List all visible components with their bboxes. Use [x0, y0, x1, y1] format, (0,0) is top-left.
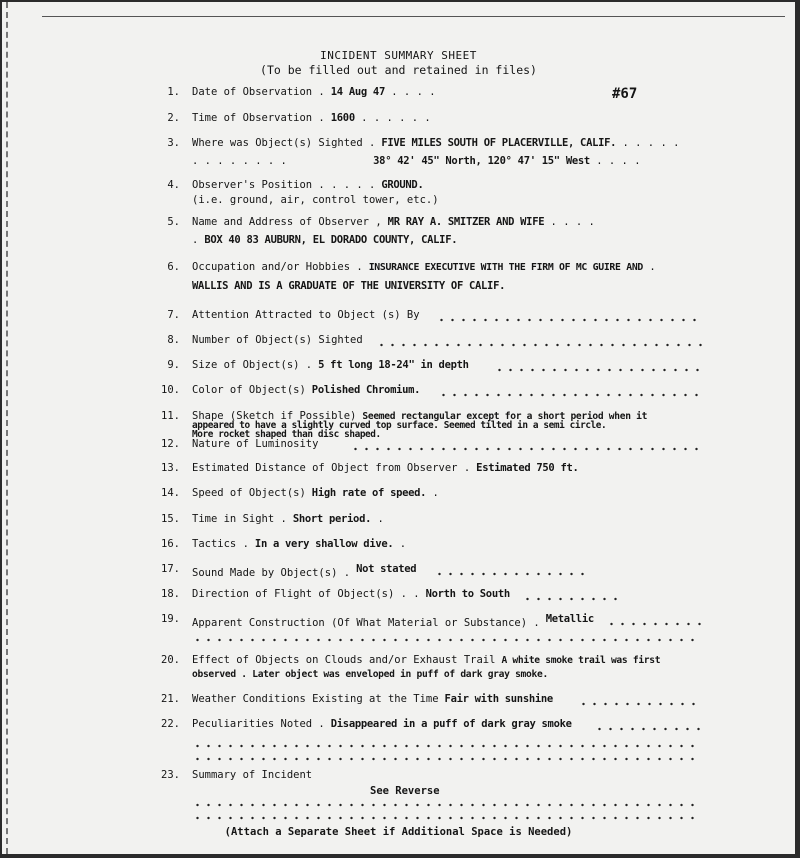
- field-label: Where was Object(s) Sighted: [192, 137, 363, 149]
- field-label: Name and Address of Observer: [192, 216, 370, 228]
- field-label: Effect of Objects on Clouds and/or Exhaust Trail: [192, 654, 496, 666]
- field-effect-on-clouds-line2: observed . Later object was enveloped in puff of dark gray smoke.: [192, 669, 548, 680]
- leader-dots: [578, 702, 702, 706]
- leader-dots: [434, 572, 584, 576]
- field-answer: 14 Aug 47: [330, 86, 385, 98]
- field-name-address: 5. Name and Address of Observer , MR RAY A. SMITZER AND WIFE . . . .: [2, 216, 795, 232]
- leader-dots: [192, 744, 702, 748]
- item-number: 14.: [161, 487, 180, 499]
- item-number: 16.: [161, 538, 180, 550]
- item-number: 21.: [161, 693, 180, 705]
- field-label: Observer's Position: [192, 179, 313, 191]
- field-answer: Fair with sunshine: [444, 693, 553, 705]
- field-weather-conditions: [2, 693, 795, 709]
- leader-dots: [438, 393, 702, 397]
- field-attention-attracted: [2, 309, 795, 325]
- field-size-of-objects: 9. Size of Object(s) . 5 ft long 18-24" in depth: [2, 359, 795, 375]
- leader-dots: [594, 727, 702, 731]
- field-label: Peculiarities Noted: [192, 718, 313, 730]
- field-shape-line2: appeared to have a slightly curved top surface. Seemed tilted in a semi circle.: [192, 420, 607, 431]
- item-number: 12.: [161, 438, 180, 450]
- item-number: 13.: [161, 462, 180, 474]
- field-answer: North to South: [425, 588, 510, 600]
- field-answer: High rate of speed.: [311, 487, 427, 499]
- field-sound: 17. Sound Made by Object(s) . Not stated: [2, 563, 795, 579]
- field-occupation-line2: [192, 280, 505, 292]
- top-rule: [42, 16, 785, 17]
- item-number: 8.: [167, 334, 180, 346]
- field-label: Sound Made by Object(s): [192, 567, 338, 579]
- item-number: 11.: [161, 410, 180, 422]
- field-where-sighted: 3. Where was Object(s) Sighted . FIVE MILES SOUTH OF PLACERVILLE, CALIF. . . . . .: [2, 137, 795, 153]
- item-number: 17.: [161, 563, 180, 575]
- leader-dots: [192, 638, 702, 642]
- field-observer-position: 4. Observer's Position . . . . . GROUND.: [2, 179, 795, 195]
- reference-number: #67: [612, 86, 638, 102]
- field-date-of-observation: 1. Date of Observation . 14 Aug 47 . . . .: [2, 86, 795, 102]
- attach-note: (Attach a Separate Sheet if Additional Space is Needed): [224, 826, 573, 838]
- field-shape-line3: More rocket shaped than disc shaped.: [192, 429, 381, 440]
- field-answer: MR RAY A. SMITZER AND WIFE: [387, 216, 545, 228]
- field-answer: Disappeared in a puff of dark gray smoke: [330, 718, 572, 730]
- field-label: Date of Observation: [192, 86, 313, 98]
- field-answer: Short period.: [292, 513, 372, 525]
- field-answer: 1600: [330, 112, 355, 124]
- field-label: Occupation and/or Hobbies: [192, 261, 351, 273]
- item-number: 3.: [167, 137, 180, 149]
- field-label: Time in Sight: [192, 513, 275, 525]
- field-answer: INSURANCE EXECUTIVE WITH THE FIRM OF MC GUIRE AND: [368, 262, 644, 273]
- field-label: Direction of Flight of Object(s): [192, 588, 395, 600]
- field-tactics: 16. Tactics . In a very shallow dive. .: [2, 538, 795, 554]
- field-answer: 5 ft long 18-24" in depth: [318, 359, 469, 371]
- field-answer: Metallic: [545, 613, 594, 625]
- field-observer-position-hint: (i.e. ground, air, control tower, etc.): [192, 194, 439, 206]
- field-time-of-observation: 2. Time of Observation . 1600 . . . . . .: [2, 112, 795, 128]
- field-peculiarities: 22. Peculiarities Noted . Disappeared in a puff of dark gray smoke: [2, 718, 795, 734]
- field-label: Time of Observation: [192, 112, 313, 124]
- leader-dots: [376, 343, 702, 347]
- field-answer-line2: WALLIS AND IS A GRADUATE OF THE UNIVERSITY OF CALIF.: [192, 280, 506, 292]
- item-number: 22.: [161, 718, 180, 730]
- leader-dots: [192, 803, 702, 807]
- item-number: 10.: [161, 384, 180, 396]
- field-label: Attention Attracted to Object (s) By: [192, 309, 420, 321]
- leader-dots: [522, 597, 622, 601]
- field-number-of-objects: [2, 334, 795, 350]
- field-label: Speed of Object(s): [192, 487, 306, 499]
- field-answer: Polished Chromium.: [311, 384, 421, 396]
- item-number: 4.: [167, 179, 180, 191]
- item-number: 7.: [167, 309, 180, 321]
- field-occupation: 6. Occupation and/or Hobbies . INSURANCE EXECUTIVE WITH THE FIRM OF MC GUIRE AND .: [2, 261, 795, 277]
- field-direction-of-flight: 18. Direction of Flight of Object(s) . . North to South: [2, 588, 795, 604]
- field-label: Size of Object(s): [192, 359, 300, 371]
- item-number: 18.: [161, 588, 180, 600]
- field-label: Number of Object(s) Sighted: [192, 334, 363, 346]
- item-number: 23.: [161, 769, 180, 781]
- sheet-subtitle: (To be filled out and retained in files): [260, 63, 537, 77]
- item-number: 20.: [161, 654, 180, 666]
- field-answer-line2: BOX 40 83 AUBURN, EL DORADO COUNTY, CALIF.: [204, 234, 458, 246]
- field-answer-line2: 38° 42' 45" North, 120° 47' 15" West: [373, 155, 590, 167]
- item-number: 5.: [167, 216, 180, 228]
- field-label: Shape (Sketch if Possible): [192, 410, 357, 422]
- field-label: Color of Object(s): [192, 384, 306, 396]
- field-color-of-objects: [2, 384, 795, 400]
- field-answer: In a very shallow dive.: [254, 538, 394, 550]
- field-where-sighted-line2: . . . . . . . . 38° 42' 45" North, 120° 47' 15" West . . . .: [192, 155, 641, 167]
- item-number: 9.: [167, 359, 180, 371]
- item-number: 6.: [167, 261, 180, 273]
- field-effect-on-clouds: [2, 654, 795, 670]
- field-label: Nature of Luminosity: [192, 438, 319, 450]
- leader-dots: [192, 757, 702, 761]
- leader-dots: [192, 816, 702, 820]
- leader-dots: [350, 447, 702, 451]
- field-answer: Estimated 750 ft.: [476, 462, 579, 474]
- item-number: 1.: [167, 86, 180, 98]
- leader-dots: [494, 368, 702, 372]
- leader-dots: [436, 318, 702, 322]
- field-summary-answer: See Reverse: [370, 785, 440, 797]
- field-label: Estimated Distance of Object from Observer: [192, 462, 458, 474]
- item-number: 19.: [161, 613, 180, 625]
- leader-dots: [606, 622, 702, 626]
- field-label: Apparent Construction (Of What Material or Substance): [192, 617, 528, 629]
- field-summary: [2, 769, 795, 785]
- item-number: 15.: [161, 513, 180, 525]
- field-label: Weather Conditions Existing at the Time: [192, 693, 439, 705]
- field-answer: FIVE MILES SOUTH OF PLACERVILLE, CALIF.: [381, 137, 617, 149]
- field-speed: 14. Speed of Object(s) High rate of speed. .: [2, 487, 795, 503]
- field-answer: Not stated: [356, 563, 417, 575]
- field-label: Summary of Incident: [192, 769, 313, 781]
- field-label: Tactics: [192, 538, 237, 550]
- field-name-address-line2: . BOX 40 83 AUBURN, EL DORADO COUNTY, CALIF.: [192, 234, 458, 246]
- field-luminosity: [2, 438, 795, 454]
- field-answer: Seemed rectangular except for a short period when it: [362, 411, 648, 422]
- field-estimated-distance: 13. Estimated Distance of Object from Observer . Estimated 750 ft.: [2, 462, 795, 478]
- incident-summary-sheet: [2, 2, 795, 854]
- field-time-in-sight: 15. Time in Sight . Short period. .: [2, 513, 795, 529]
- sheet-title: INCIDENT SUMMARY SHEET: [320, 49, 477, 62]
- field-answer: GROUND.: [381, 179, 424, 191]
- field-apparent-construction: 19. Apparent Construction (Of What Material or Substance) . Metallic: [2, 613, 795, 629]
- item-number: 2.: [167, 112, 180, 124]
- field-answer: A white smoke trail was first: [501, 655, 661, 666]
